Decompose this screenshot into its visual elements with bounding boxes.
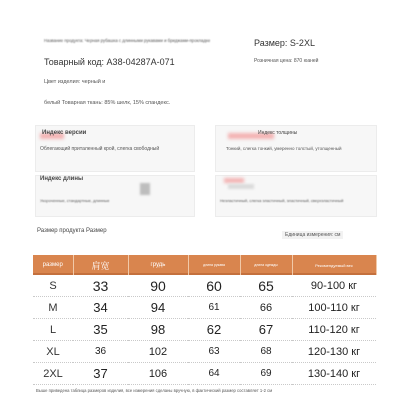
cell-length: 69 bbox=[240, 363, 292, 385]
size-range: Размер: S-2XL bbox=[254, 38, 315, 48]
size-footnote: Выше приведена таблица размеров изделия, все измерения сделаны вручную, в фактический размер составляет 1-2 см bbox=[36, 388, 273, 393]
table-row bbox=[33, 341, 376, 363]
elasticity-panel bbox=[215, 175, 377, 217]
cell-size: S bbox=[33, 275, 73, 297]
cell-chest: 106 bbox=[128, 363, 188, 385]
size-section-title: Размер продукта Размер bbox=[37, 228, 107, 234]
cell-shoulder: 36 bbox=[73, 341, 128, 363]
cell-length: 68 bbox=[240, 341, 292, 363]
cell-length: 67 bbox=[240, 319, 292, 341]
version-desc: Облегающий приталенный крой, слегка свободный bbox=[40, 146, 160, 152]
length-panel bbox=[35, 175, 195, 217]
version-title: Индекс версии bbox=[42, 130, 87, 136]
header-chest: грудь bbox=[128, 255, 188, 275]
cell-weight: 130-140 кг bbox=[292, 363, 376, 385]
cell-chest: 98 bbox=[128, 319, 188, 341]
cell-weight: 100-110 кг bbox=[292, 297, 376, 319]
table-row bbox=[33, 319, 376, 341]
color-line: Цвет изделия: черный и bbox=[44, 79, 106, 85]
header-shoulder: 肩宽 bbox=[73, 255, 128, 275]
cell-sleeve: 63 bbox=[188, 341, 240, 363]
elasticity-marker-red bbox=[224, 178, 244, 183]
size-table bbox=[33, 255, 377, 385]
thickness-desc: Тонкий, слегка тонкий, умеренно толстый, утолщенный bbox=[226, 146, 342, 151]
cell-weight: 120-130 кг bbox=[292, 341, 376, 363]
cell-weight: 90-100 кг bbox=[292, 275, 376, 297]
header-size: размер bbox=[33, 255, 73, 275]
cell-sleeve: 61 bbox=[188, 297, 240, 319]
elasticity-marker-gray bbox=[228, 184, 254, 189]
length-marker bbox=[140, 183, 150, 195]
cell-size: XL bbox=[33, 341, 73, 363]
fabric-line: белый Товарная ткань: 85% шелк, 15% спандекс. bbox=[44, 100, 171, 106]
header-sleeve: длина рукава bbox=[188, 255, 240, 275]
header-weight: Рекомендуемый вес bbox=[292, 255, 376, 275]
cell-size: L bbox=[33, 319, 73, 341]
elasticity-desc: Неэластичный, слегка эластичный, эластичный, сверхэластичный bbox=[220, 198, 344, 203]
table-row bbox=[33, 363, 376, 385]
table-row bbox=[33, 297, 376, 319]
cell-sleeve: 60 bbox=[188, 275, 240, 297]
cell-chest: 94 bbox=[128, 297, 188, 319]
cell-shoulder: 34 bbox=[73, 297, 128, 319]
thickness-title: Индекс толщины bbox=[258, 130, 298, 136]
cell-chest: 90 bbox=[128, 275, 188, 297]
size-table-header bbox=[33, 255, 376, 275]
cell-length: 66 bbox=[240, 297, 292, 319]
length-title: Индекс длины bbox=[40, 176, 84, 182]
measurement-unit: Единица измерения: см bbox=[282, 231, 343, 239]
length-desc: Укороченные, стандартные, длинные bbox=[40, 198, 110, 203]
cell-sleeve: 64 bbox=[188, 363, 240, 385]
article-code: Товарный код: A38-04287A-071 bbox=[44, 57, 175, 67]
thickness-panel bbox=[215, 125, 377, 172]
cell-shoulder: 33 bbox=[73, 275, 128, 297]
table-row bbox=[33, 275, 376, 297]
cell-length: 65 bbox=[240, 275, 292, 297]
cell-shoulder: 35 bbox=[73, 319, 128, 341]
header-length: длина одежды bbox=[240, 255, 292, 275]
cell-shoulder: 37 bbox=[73, 363, 128, 385]
cell-size: 2XL bbox=[33, 363, 73, 385]
version-panel bbox=[35, 125, 195, 172]
cell-sleeve: 62 bbox=[188, 319, 240, 341]
cell-chest: 102 bbox=[128, 341, 188, 363]
cell-size: M bbox=[33, 297, 73, 319]
product-name-line: Название продукта: Черная рубашка с длинными рукавами и бриджами-прокладке bbox=[44, 38, 211, 43]
retail-price: Розничная цена: 870 юаней bbox=[254, 58, 319, 64]
cell-weight: 110-120 кг bbox=[292, 319, 376, 341]
